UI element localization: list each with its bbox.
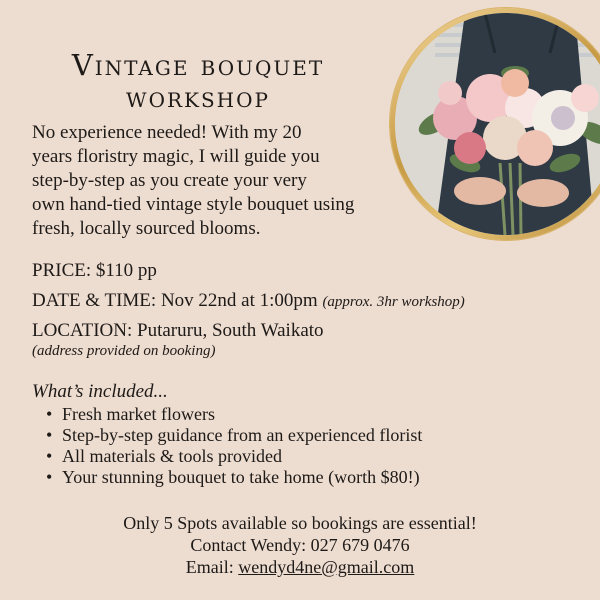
location-note: (address provided on booking) <box>32 343 216 359</box>
title-line-2: workshop <box>126 80 270 115</box>
page-title <box>18 49 378 113</box>
title-line-1: Vintage bouquet <box>71 48 325 83</box>
spots-notice: Only 5 Spots available so bookings are essential! <box>123 513 477 533</box>
intro-line-5: fresh, locally sourced blooms. <box>32 218 261 239</box>
intro-line-1: No experience needed! With my 20 <box>32 122 302 143</box>
included-list <box>46 404 422 488</box>
date-time-text: DATE & TIME: Nov 22nd at 1:00pm <box>32 290 318 311</box>
contact-phone: Contact Wendy: 027 679 0476 <box>190 535 410 555</box>
intro-line-3: step-by-step as you create your very <box>32 170 307 191</box>
date-note: (approx. 3hr workshop) <box>322 294 465 310</box>
list-item: • All materials & tools provided <box>46 446 422 467</box>
list-item: • Step-by-step guidance from an experienced florist <box>46 425 422 446</box>
email-link[interactable]: wendyd4ne@gmail.com <box>238 557 415 577</box>
bouquet-photo <box>395 13 600 235</box>
email-label: Email: <box>185 557 239 577</box>
included-heading: What’s included... <box>32 381 168 402</box>
date-time-row <box>32 289 465 314</box>
list-item: • Your stunning bouquet to take home (worth $80!) <box>46 467 422 488</box>
contact-email-row <box>0 557 600 578</box>
intro-line-4: own hand-tied vintage style bouquet using <box>32 194 355 215</box>
list-item: • Fresh market flowers <box>46 404 422 425</box>
intro-line-2: years floristry magic, I will guide you <box>32 146 320 167</box>
intro-paragraph <box>32 121 422 241</box>
price-text: PRICE: $110 pp <box>32 260 157 281</box>
bouquet-illustration <box>395 13 600 235</box>
location-text: LOCATION: Putaruru, South Waikato <box>32 320 324 341</box>
